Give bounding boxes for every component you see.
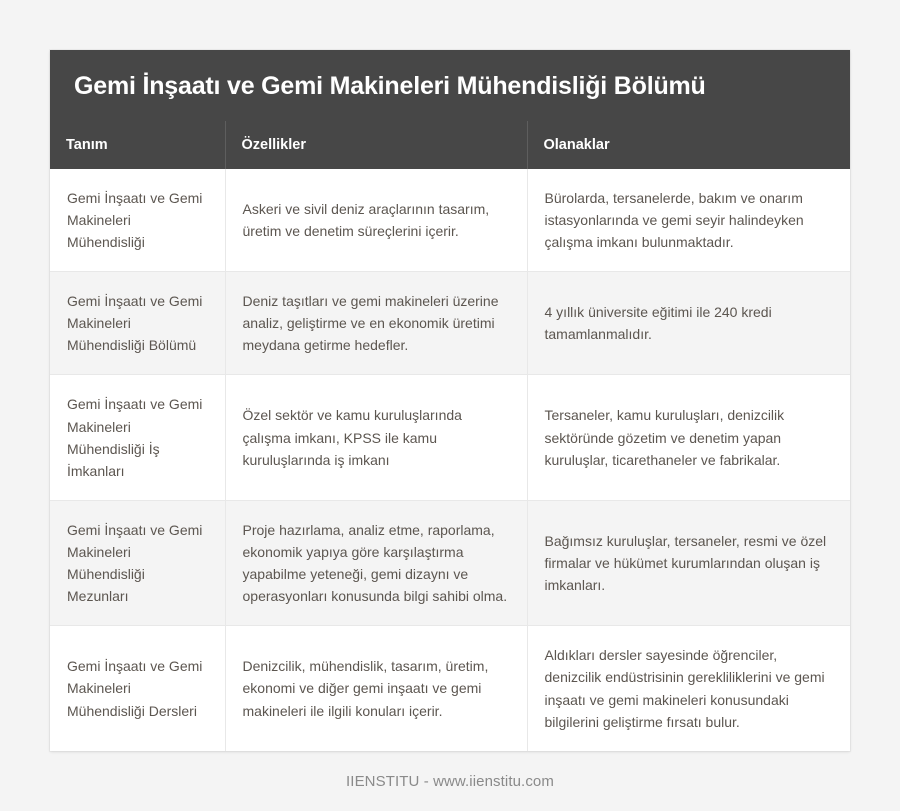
info-table: [50, 121, 850, 751]
table-header: [50, 121, 850, 169]
footer-attribution: IIENSTITU - www.iienstitu.com: [346, 772, 554, 790]
cell-ozellikler: Proje hazırlama, analiz etme, raporlama, ekonomik yapıya göre karşılaştırma yapabilme yeteneği, gemi dizaynı ve operasyonları konusunda bilgi sahibi olma.: [225, 500, 527, 625]
cell-tanim: Gemi İnşaatı ve Gemi Makineleri Mühendisliği Bölümü: [50, 272, 225, 375]
page-title: Gemi İnşaatı ve Gemi Makineleri Mühendisliği Bölümü: [74, 72, 706, 100]
cell-olanaklar: Tersaneler, kamu kuruluşları, denizcilik sektöründe gözetim ve denetim yapan kuruluşlar, ticarethaneler ve fabrikalar.: [527, 375, 850, 500]
cell-ozellikler: Askeri ve sivil deniz araçlarının tasarım, üretim ve denetim süreçlerini içerir.: [225, 169, 527, 272]
cell-ozellikler: Özel sektör ve kamu kuruluşlarında çalışma imkanı, KPSS ile kamu kuruluşlarında iş imkanı: [225, 375, 527, 500]
cell-olanaklar: Bağımsız kuruluşlar, tersaneler, resmi ve özel firmalar ve hükümet kurumlarından oluşan iş imkanları.: [527, 500, 850, 625]
cell-olanaklar: 4 yıllık üniversite eğitimi ile 240 kredi tamamlanmalıdır.: [527, 272, 850, 375]
cell-tanim: Gemi İnşaatı ve Gemi Makineleri Mühendisliği İş İmkanları: [50, 375, 225, 500]
table-row: [50, 626, 850, 751]
column-header-tanim: Tanım: [50, 121, 225, 169]
cell-ozellikler: Deniz taşıtları ve gemi makineleri üzerine analiz, geliştirme ve en ekonomik üretimi meydana getirme hedefler.: [225, 272, 527, 375]
table-row: [50, 272, 850, 375]
column-header-olanaklar: Olanaklar: [527, 121, 850, 169]
cell-olanaklar: Aldıkları dersler sayesinde öğrenciler, denizcilik endüstrisinin gerekliliklerini ve gemi inşaatı ve gemi makineleri konusundaki bilgilerini geliştirme fırsatı bulur.: [544, 647, 825, 730]
cell-tanim: Gemi İnşaatı ve Gemi Makineleri Mühendisliği Dersleri: [50, 626, 225, 751]
cell-ozellikler: Denizcilik, mühendislik, tasarım, üretim, ekonomi ve diğer gemi inşaatı ve gemi makineleri ile ilgili konuları içerir.: [225, 626, 527, 751]
info-table-card: [50, 50, 850, 751]
cell-tanim: Gemi İnşaatı ve Gemi Makineleri Mühendisliği: [50, 169, 225, 272]
cell-olanaklar: Bürolarda, tersanelerde, bakım ve onarım istasyonlarında ve gemi seyir halindeyken çalışma imkanı bulunmaktadır.: [527, 169, 850, 272]
table-header-row: [50, 121, 850, 169]
table-row: [50, 375, 850, 500]
table-row: [50, 169, 850, 272]
table-body: [50, 169, 850, 751]
table-row: [50, 500, 850, 625]
cell-tanim: Gemi İnşaatı ve Gemi Makineleri Mühendisliği Mezunları: [50, 500, 225, 625]
column-header-ozellikler: Özellikler: [225, 121, 527, 169]
title-bar: [50, 50, 850, 121]
